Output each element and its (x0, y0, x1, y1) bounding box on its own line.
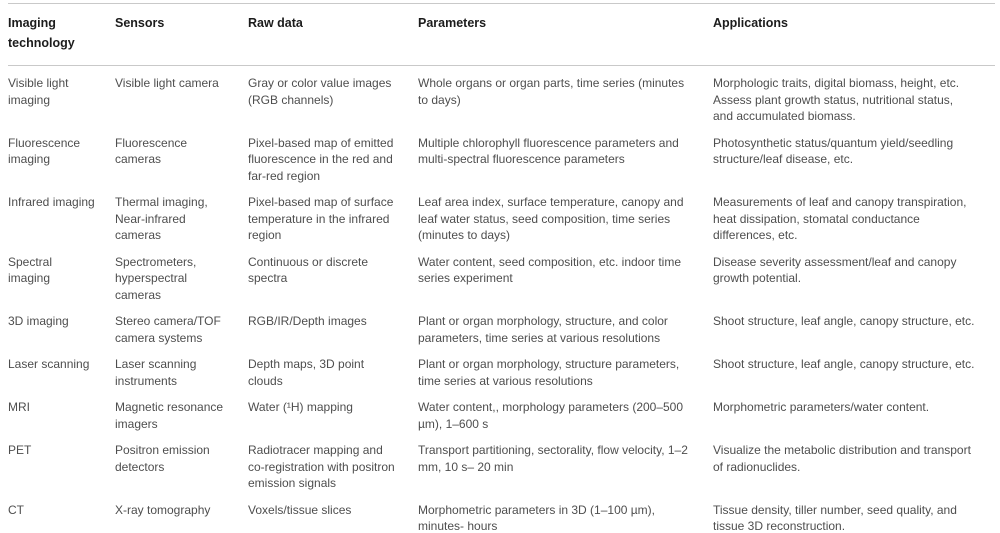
cell-technology: MRI (8, 400, 30, 414)
cell-applications: Disease severity assessment/leaf and canopy growth potential. (713, 254, 957, 285)
cell-raw-data: Depth maps, 3D point clouds (248, 357, 365, 388)
cell-raw-data: Voxels/tissue slices (248, 502, 352, 517)
cell-parameters: Transport partitioning, sectorality, flow velocity, 1–2 mm, 10 s– 20 min (418, 443, 688, 474)
cell-sensors: Magnetic resonance imagers (115, 400, 224, 431)
table-row-fluorescence (8, 135, 995, 195)
cell-sensors: Positron emission detectors (115, 443, 210, 474)
column-header-parameters: Parameters (418, 4, 713, 66)
cell-technology: Spectral imaging (8, 254, 53, 285)
cell-applications: Morphometric parameters/water content. (713, 400, 930, 414)
cell-applications: Photosynthetic status/quantum yield/seedling structure/leaf disease, etc. (713, 135, 954, 166)
cell-sensors: Fluorescence cameras (115, 135, 188, 166)
table-row-pet (8, 442, 995, 502)
table-row-ct (8, 502, 995, 533)
cell-raw-data: Pixel-based map of surface temperature in the infrared region (248, 195, 394, 242)
cell-sensors: Thermal imaging, Near-infrared cameras (115, 195, 208, 242)
cell-technology: PET (8, 443, 32, 457)
cell-parameters: Whole organs or organ parts, time series (minutes to days) (418, 76, 685, 107)
cell-parameters: Water content,, morphology parameters (200–500 µm), 1–600 s (418, 400, 684, 431)
cell-raw-data: Pixel-based map of emitted fluorescence in the red and far-red region (248, 135, 394, 183)
cell-raw-data: RGB/IR/Depth images (248, 314, 367, 328)
cell-applications: Visualize the metabolic distribution and transport of radionuclides. (713, 443, 971, 474)
cell-parameters: Plant or organ morphology, structure parameters, time series at various resolutions (418, 357, 680, 388)
cell-sensors: Stereo camera/TOF camera systems (115, 314, 221, 345)
cell-applications: Shoot structure, leaf angle, canopy structure, etc. (713, 314, 975, 328)
table-row-3d-imaging (8, 313, 995, 356)
table-row-infrared (8, 194, 995, 254)
table-body (8, 66, 995, 533)
cell-parameters: Plant or organ morphology, structure, and color parameters, time series at various resolutions (418, 314, 668, 345)
column-header-imaging-technology: Imaging technology (8, 4, 115, 66)
cell-sensors: X-ray tomography (115, 502, 211, 517)
cell-parameters: Morphometric parameters in 3D (1–100 µm), minutes- hours (418, 502, 655, 533)
table-row-laser-scanning (8, 356, 995, 399)
cell-applications: Tissue density, tiller number, seed quality, and tissue 3D reconstruction. (713, 502, 957, 533)
column-header-raw-data: Raw data (248, 4, 418, 66)
column-header-applications: Applications (713, 4, 995, 66)
table-row-spectral (8, 254, 995, 314)
table-header (8, 4, 995, 66)
cell-parameters: Leaf area index, surface temperature, canopy and leaf water status, seed composition, time series (minutes to days) (418, 195, 684, 242)
cell-raw-data: Radiotracer mapping and co-registration with positron emission signals (248, 443, 395, 490)
cell-raw-data: Continuous or discrete spectra (248, 254, 369, 285)
cell-parameters: Multiple chlorophyll fluorescence parameters and multi-spectral fluorescence parameters (418, 135, 679, 166)
cell-technology: Laser scanning (8, 357, 90, 371)
cell-raw-data: Gray or color value images (RGB channels) (248, 76, 392, 107)
cell-parameters: Water content, seed composition, etc. indoor time series experiment (418, 254, 682, 285)
cell-applications: Shoot structure, leaf angle, canopy structure, etc. (713, 357, 975, 371)
cell-technology: 3D imaging (8, 314, 69, 328)
header-row (8, 4, 995, 66)
cell-applications: Morphologic traits, digital biomass, height, etc. Assess plant growth status, nutritional status, and accumulated biomass. (713, 76, 960, 123)
cell-technology: Visible light imaging (8, 76, 69, 107)
cell-sensors: Laser scanning instruments (115, 357, 197, 388)
imaging-technology-table (8, 3, 995, 533)
cell-sensors: Spectrometers, hyperspectral cameras (115, 254, 197, 302)
column-header-sensors: Sensors (115, 4, 248, 66)
cell-applications: Measurements of leaf and canopy transpiration, heat dissipation, stomatal conductance differences, etc. (713, 195, 967, 242)
cell-sensors: Visible light camera (115, 76, 219, 90)
cell-technology: CT (8, 502, 24, 517)
cell-raw-data: Water (¹H) mapping (248, 400, 353, 414)
cell-technology: Infrared imaging (8, 195, 95, 209)
table-row-mri (8, 399, 995, 442)
table-row-visible-light (8, 66, 995, 135)
cell-technology: Fluorescence imaging (8, 135, 81, 166)
